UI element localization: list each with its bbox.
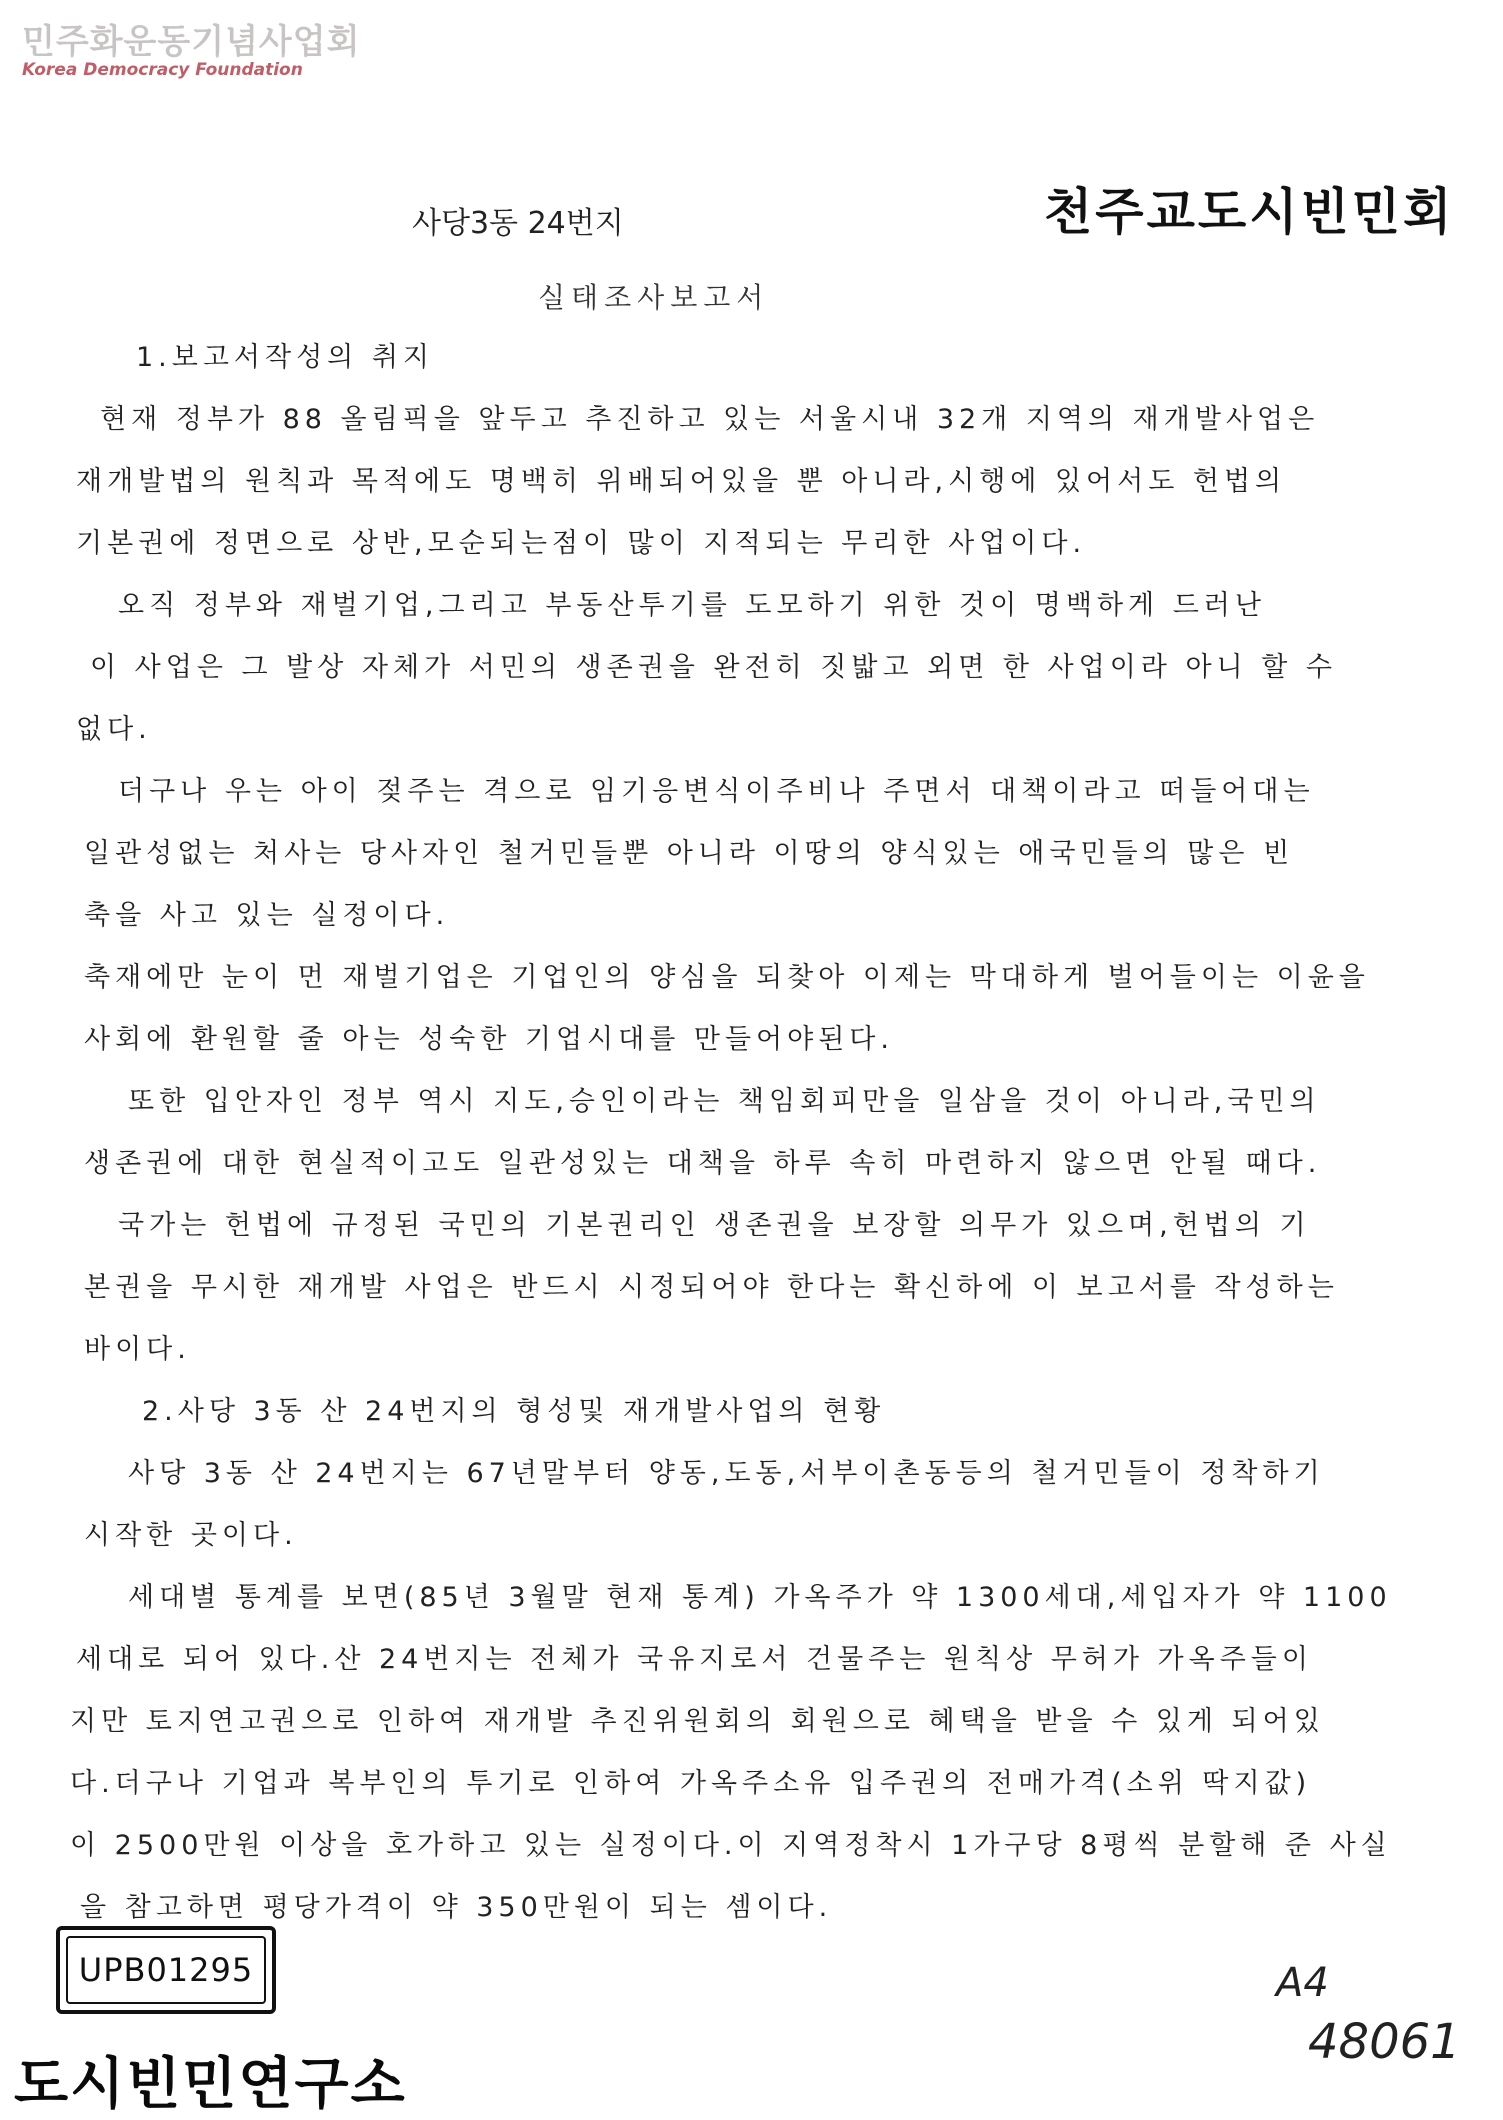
body-line: 또한 입안자인 정부 역시 지도,승인이라는 책임회피만을 일삼을 것이 아니라,국민의 xyxy=(128,1086,1321,1117)
body-line: 을 참고하면 평당가격이 약 350만원이 되는 셈이다. xyxy=(80,1892,833,1923)
body-line: 이 사업은 그 발상 자체가 서민의 생존권을 완전히 짓밟고 외면 한 사업이라 아니 할 수 xyxy=(90,652,1337,683)
department-seal: 도시빈민연구소 xyxy=(14,2052,407,2117)
body-line: 축을 사고 있는 실정이다. xyxy=(84,900,450,931)
body-line: 일관성없는 처사는 당사자인 철거민들뿐 아니라 이땅의 양식있는 애국민들의 많은 빈 xyxy=(84,838,1295,869)
body-line: 현재 정부가 88 올림픽을 앞두고 추진하고 있는 서울시내 32개 지역의 재개발사업은 xyxy=(100,404,1320,435)
body-line: 다.더구나 기업과 복부인의 투기로 인하여 가옥주소유 입주권의 전매가격(소위 딱지값) xyxy=(70,1768,1312,1799)
body-line: 오직 정부와 재벌기업,그리고 부동산투기를 도모하기 위한 것이 명백하게 드러난 xyxy=(118,590,1266,621)
section-heading-1: 1.보고서작성의 취지 xyxy=(136,342,434,373)
body-line: 사회에 환원할 줄 아는 성숙한 기업시대를 만들어야된다. xyxy=(84,1024,894,1055)
body-line: 없다. xyxy=(76,714,152,745)
archive-stamp-code: UPB01295 xyxy=(66,1936,266,2004)
body-line: 지만 토지연고권으로 인하여 재개발 추진위원회의 회원으로 혜택을 받을 수 있게 되어있 xyxy=(70,1706,1325,1737)
body-line: 재개발법의 원칙과 목적에도 명백히 위배되어있을 뿐 아니라,시행에 있어서도 헌법의 xyxy=(76,466,1287,497)
body-line: 세대별 통계를 보면(85년 3월말 현재 통계) 가옥주가 약 1300세대,세입자가 약 1100 xyxy=(128,1582,1392,1613)
organization-name: 천주교도시빈민회 xyxy=(1044,183,1455,241)
body-line: 국가는 헌법에 규정된 국민의 기본권리인 생존권을 보장할 의무가 있으며,헌법의 기 xyxy=(118,1210,1311,1241)
handwritten-paper-size: A4 xyxy=(1276,1960,1329,2006)
body-line: 본권을 무시한 재개발 사업은 반드시 시정되어야 한다는 확신하에 이 보고서를 작성하는 xyxy=(84,1272,1339,1303)
body-line: 이 2500만원 이상을 호가하고 있는 실정이다.이 지역정착시 1가구당 8평씩 분할해 준 사실 xyxy=(70,1830,1392,1861)
section-heading-2: 2.사당 3동 산 24번지의 형성및 재개발사업의 현황 xyxy=(142,1396,886,1427)
body-line: 시작한 곳이다. xyxy=(84,1520,298,1551)
document-title: 실태조사보고서 xyxy=(538,281,770,314)
body-line: 사당 3동 산 24번지는 67년말부터 양동,도동,서부이촌동등의 철거민들이 정착하기 xyxy=(128,1458,1325,1489)
body-line: 기본권에 정면으로 상반,모순되는점이 많이 지적되는 무리한 사업이다. xyxy=(76,528,1087,559)
body-line: 세대로 되어 있다.산 24번지는 전체가 국유지로서 건물주는 원칙상 무허가 가옥주들이 xyxy=(76,1644,1313,1675)
archive-stamp xyxy=(56,1926,276,2014)
handwritten-number: 48061 xyxy=(1308,2014,1461,2070)
body-line: 생존권에 대한 현실적이고도 일관성있는 대책을 하루 속히 마련하지 않으면 안될 때다. xyxy=(84,1148,1322,1179)
body-line: 바이다. xyxy=(84,1334,191,1365)
watermark-english: Korea Democracy Foundation xyxy=(22,60,303,80)
watermark-korean: 민주화운동기념사업회 xyxy=(22,22,361,62)
body-line: 축재에만 눈이 먼 재벌기업은 기업인의 양심을 되찾아 이제는 막대하게 벌어들이는 이윤을 xyxy=(84,962,1370,993)
body-line: 더구나 우는 아이 젖주는 격으로 임기응변식이주비나 주면서 대책이라고 떠들어대는 xyxy=(118,776,1315,807)
document-address: 사당3동 24번지 xyxy=(412,206,624,241)
